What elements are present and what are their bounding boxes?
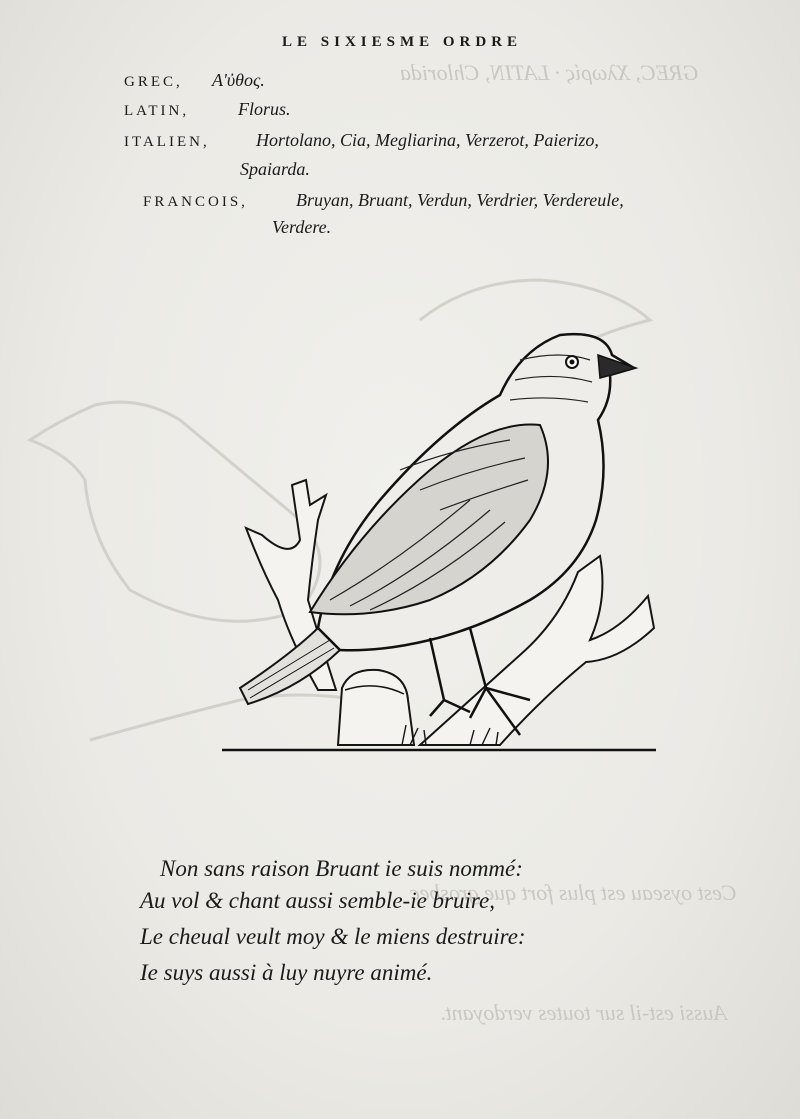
lang-label-grec: GREC, bbox=[124, 74, 183, 90]
verse-line-2: Au vol & chant aussi semble-ie bruire, bbox=[140, 888, 495, 913]
names-grec: A'ὐθος. bbox=[212, 70, 265, 90]
names-francois-cont: Verdere. bbox=[272, 217, 332, 237]
verse-line-3: Le cheual veult moy & le miens destruire: bbox=[140, 924, 526, 949]
names-latin: Florus. bbox=[238, 99, 291, 119]
names-italien-cont: Spaiarda. bbox=[240, 159, 310, 179]
verse-line-4: Ie suys aussi à luy nuyre animé. bbox=[140, 960, 433, 985]
show-through-text: Cest oyseau est plus fort que grosbec bbox=[410, 880, 737, 905]
show-through-text: Aussi est-il sur toutes verdoyant. bbox=[440, 1000, 727, 1025]
lang-label-italien: ITALIEN, bbox=[124, 134, 210, 150]
names-italien: Hortolano, Cia, Megliarina, Verzerot, Paierizo, bbox=[256, 130, 599, 150]
running-head: LE SIXIESME ORDRE bbox=[282, 34, 523, 50]
verse-line-1: Non sans raison Bruant ie suis nommé: bbox=[160, 856, 523, 881]
lang-label-francois: FRANCOIS, bbox=[143, 194, 248, 210]
lang-label-latin: LATIN, bbox=[124, 103, 190, 119]
show-through-text: GREC, Χλωρίς · LATIN, Chlorida bbox=[400, 60, 699, 85]
names-francois: Bruyan, Bruant, Verdun, Verdrier, Verdereule, bbox=[296, 190, 624, 210]
